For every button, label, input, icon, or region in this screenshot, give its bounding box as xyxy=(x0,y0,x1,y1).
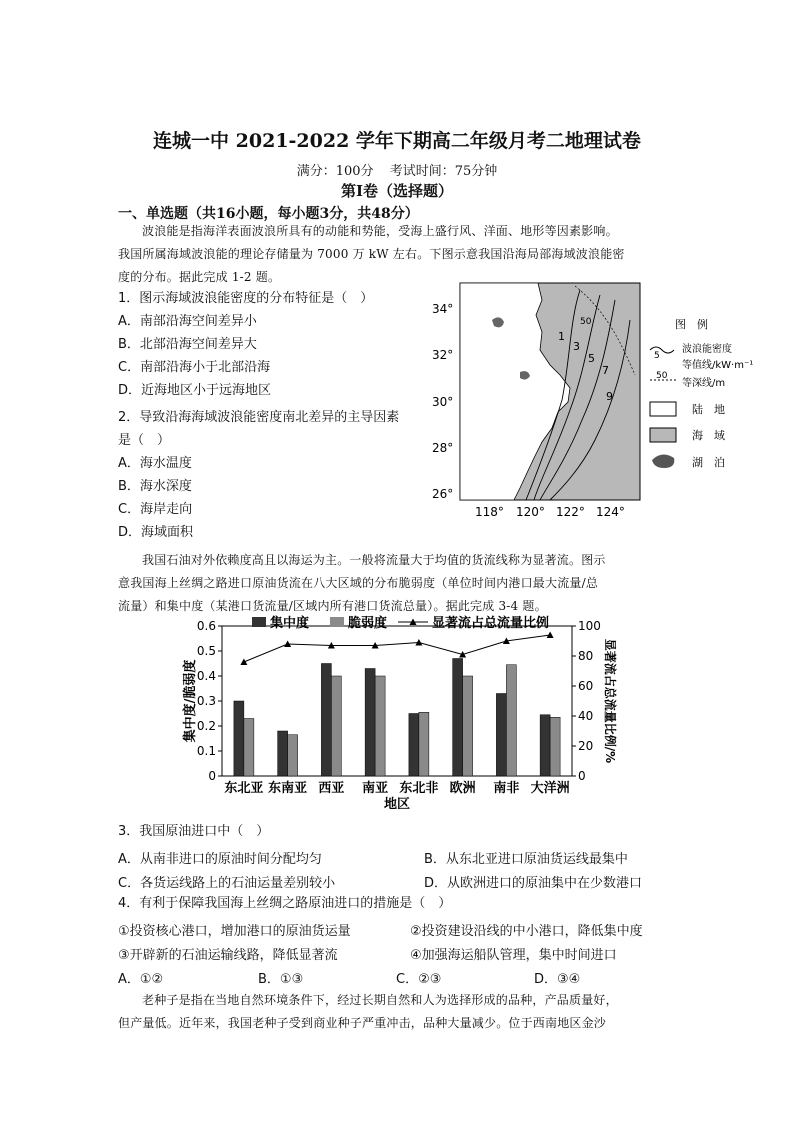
ratio-line xyxy=(244,635,550,662)
sea-swatch xyxy=(650,428,676,442)
x-tick-label: 东北非 xyxy=(399,781,439,796)
land-swatch xyxy=(650,402,676,416)
passage-line: 老种子是指在当地自然环境条件下，经过长期自然和人为选择形成的品种，产品质量好， xyxy=(142,993,618,1007)
legend-title: 图 例 xyxy=(675,318,708,331)
statement-1: ①投资核心港口，增加港口的原油货运量 xyxy=(118,924,351,939)
ratio-point xyxy=(547,632,554,639)
wave-energy-map xyxy=(430,280,775,525)
statement-4: ④加强海运船队管理，集中时间进口 xyxy=(410,948,617,963)
option-b[interactable]: B．北部沿海空间差异大 xyxy=(118,337,257,352)
passage-line: 但产量低。近年来，我国老种子受到商业种子严重冲击，品种大量减少。位于西南地区金沙 xyxy=(118,1016,607,1030)
y2-tick-label: 0 xyxy=(578,769,586,783)
bar-concentration xyxy=(321,664,331,777)
question-stem: 4．有利于保障我国海上丝绸之路原油进口的措施是（ ） xyxy=(118,896,452,911)
legend-depth-num: 50 xyxy=(656,371,668,381)
bar-vulnerability xyxy=(288,735,298,776)
y2-axis-label: 显著流占总流量比例/% xyxy=(603,638,617,764)
y2-tick-label: 60 xyxy=(578,679,594,693)
legend-land: 陆 地 xyxy=(692,403,725,416)
x-tick-label: 西亚 xyxy=(318,781,345,796)
legend-sea: 海 域 xyxy=(692,429,725,442)
lat-label: 26° xyxy=(432,487,454,501)
legend-lake: 湖 泊 xyxy=(692,456,725,469)
contour-label: 1 xyxy=(558,330,565,343)
legend-swatch-vulnerability xyxy=(330,617,344,627)
lake-swatch xyxy=(652,454,674,468)
question-stem: 1．图示海域波浪能密度的分布特征是（ ） xyxy=(118,291,374,306)
question-1 xyxy=(118,287,428,402)
plot-frame xyxy=(222,626,572,776)
bar-vulnerability xyxy=(244,719,254,777)
option-b[interactable]: B．从东北亚进口原油货运线最集中 xyxy=(424,852,628,867)
option-b[interactable]: B．海水深度 xyxy=(118,479,192,494)
lon-label: 124° xyxy=(596,505,625,519)
legend-ratio: 显著流占总流量比例 xyxy=(432,616,550,631)
x-tick-label: 东北亚 xyxy=(224,781,264,796)
y-tick-label: 0.4 xyxy=(196,669,216,683)
y-tick-label: 0.2 xyxy=(196,719,216,733)
x-tick-label: 南非 xyxy=(493,781,520,796)
option-c[interactable]: C．②③ xyxy=(396,972,442,987)
option-b[interactable]: B．①③ xyxy=(258,972,304,987)
bar-concentration xyxy=(365,669,375,777)
option-a[interactable]: A．①② xyxy=(118,972,164,987)
x-tick-label: 大洋洲 xyxy=(530,781,570,796)
lat-label: 28° xyxy=(432,441,454,455)
statement-2: ②投资建设沿线的中小港口，降低集中度 xyxy=(410,924,643,939)
full-score: 满分：100分 xyxy=(296,164,374,179)
passage-2 xyxy=(118,549,678,618)
legend-vulnerability: 脆弱度 xyxy=(348,616,388,631)
question-2 xyxy=(118,406,428,544)
passage-line: 度的分布。据此完成 1-2 题。 xyxy=(118,270,281,284)
legend-contour-text: 等值线/kW·m⁻¹ xyxy=(682,360,754,371)
bar-concentration xyxy=(278,731,288,776)
contour-label: 9 xyxy=(606,390,613,403)
contour-label: 7 xyxy=(602,364,609,377)
bar-vulnerability xyxy=(506,665,516,776)
volume-title: 第Ⅰ卷（选择题） xyxy=(340,182,454,200)
legend-concentration: 集中度 xyxy=(270,616,310,631)
x-tick-label: 南亚 xyxy=(362,781,389,796)
passage-line: 意我国海上丝绸之路进口原油货流在八大区域的分布脆弱度（单位时间内港口最大流量/总 xyxy=(118,576,599,590)
bar-concentration xyxy=(453,659,463,777)
ratio-point xyxy=(240,659,247,666)
passage-1 xyxy=(118,220,678,289)
option-a[interactable]: A．南部沿海空间差异小 xyxy=(118,314,257,329)
option-d[interactable]: D．从欧洲进口的原油集中在少数港口 xyxy=(424,876,643,891)
exam-time: 考试时间：75分钟 xyxy=(389,164,498,179)
lon-label: 118° xyxy=(475,505,504,519)
option-a[interactable]: A．从南非进口的原油时间分配均匀 xyxy=(118,852,322,867)
y-tick-label: 0.1 xyxy=(196,744,216,758)
question-3 xyxy=(118,820,678,843)
section-heading: 一、单选题（共16小题，每小题3分，共48分） xyxy=(118,206,419,222)
y2-tick-label: 20 xyxy=(578,739,594,753)
page-title: 连城一中 2021-2022 学年下期高二年级月考二地理试卷 xyxy=(153,130,641,152)
x-axis-label: 地区 xyxy=(383,797,411,812)
exam-info xyxy=(0,160,794,179)
lat-label: 34° xyxy=(432,302,454,316)
y-tick-label: 0.6 xyxy=(196,619,216,633)
bar-vulnerability xyxy=(463,676,473,776)
lon-label: 120° xyxy=(516,505,545,519)
passage-line: 波浪能是指海洋表面波浪所具有的动能和势能，受海上盛行风、洋面、地形等因素影响。 xyxy=(142,224,618,238)
y-tick-label: 0.5 xyxy=(196,644,216,658)
map-lat-labels xyxy=(432,302,453,501)
y2-tick-label: 100 xyxy=(578,619,601,633)
y2-tick-label: 40 xyxy=(578,709,594,723)
contour-label: 3 xyxy=(573,340,580,353)
contour-label: 5 xyxy=(588,352,595,365)
bar-vulnerability xyxy=(550,717,560,776)
option-a[interactable]: A．海水温度 xyxy=(118,456,192,471)
bar-concentration xyxy=(234,701,244,776)
passage-line: 我国所属海域波浪能的理论存储量为 7000 万 kW 左右。下图示意我国沿海局部海域波浪能密 xyxy=(118,247,625,261)
y-axis-label: 集中度/脆弱度 xyxy=(183,659,198,743)
option-d[interactable]: D．海域面积 xyxy=(118,525,194,540)
passage-line: 我国石油对外依赖度高且以海运为主。一般将流量大于均值的货流线称为显著流。图示 xyxy=(142,553,606,567)
option-d[interactable]: D．③④ xyxy=(534,972,581,987)
bar-concentration xyxy=(496,694,506,777)
y-tick-label: 0.3 xyxy=(196,694,216,708)
map-lon-labels xyxy=(475,505,625,519)
bar-concentration xyxy=(409,714,419,777)
option-c[interactable]: C．海岸走向 xyxy=(118,502,193,517)
question-stem-cont: 是（ ） xyxy=(118,433,171,448)
option-c[interactable]: C．南部沿海小于北部沿海 xyxy=(118,360,271,375)
y2-tick-label: 80 xyxy=(578,649,594,663)
x-tick-label: 欧洲 xyxy=(449,781,476,796)
option-d[interactable]: D．近海地区小于远海地区 xyxy=(118,383,272,398)
bar-vulnerability xyxy=(419,712,429,776)
question-4 xyxy=(118,892,678,915)
contour-label: 50 xyxy=(580,317,592,327)
lon-label: 122° xyxy=(556,505,585,519)
oil-import-chart xyxy=(180,612,620,812)
lat-label: 32° xyxy=(432,348,454,362)
bar-vulnerability xyxy=(331,676,341,776)
question-stem: 3．我国原油进口中（ ） xyxy=(118,824,270,839)
statement-3: ③开辟新的石油运输线路，降低显著流 xyxy=(118,948,338,963)
legend-swatch-concentration xyxy=(252,617,266,627)
bar-concentration xyxy=(540,715,550,776)
option-c[interactable]: C．各货运线路上的石油运量差别较小 xyxy=(118,876,336,891)
question-stem: 2．导致沿海海域波浪能密度南北差异的主导因素 xyxy=(118,410,400,425)
bar-vulnerability xyxy=(375,676,385,776)
legend-depth-text: 等深线/m xyxy=(682,378,726,389)
passage-line: 流量）和集中度（某港口货流量/区域内所有港口货流总量）。据此完成 3-4 题。 xyxy=(118,599,547,613)
legend-contour-text: 波浪能密度 xyxy=(682,344,732,355)
legend-contour-num: 5 xyxy=(654,351,660,361)
x-tick-label: 东南亚 xyxy=(268,781,308,796)
lat-label: 30° xyxy=(432,395,454,409)
map-legend xyxy=(650,317,753,469)
y-tick-label: 0 xyxy=(208,769,216,783)
passage-3 xyxy=(118,989,678,1035)
